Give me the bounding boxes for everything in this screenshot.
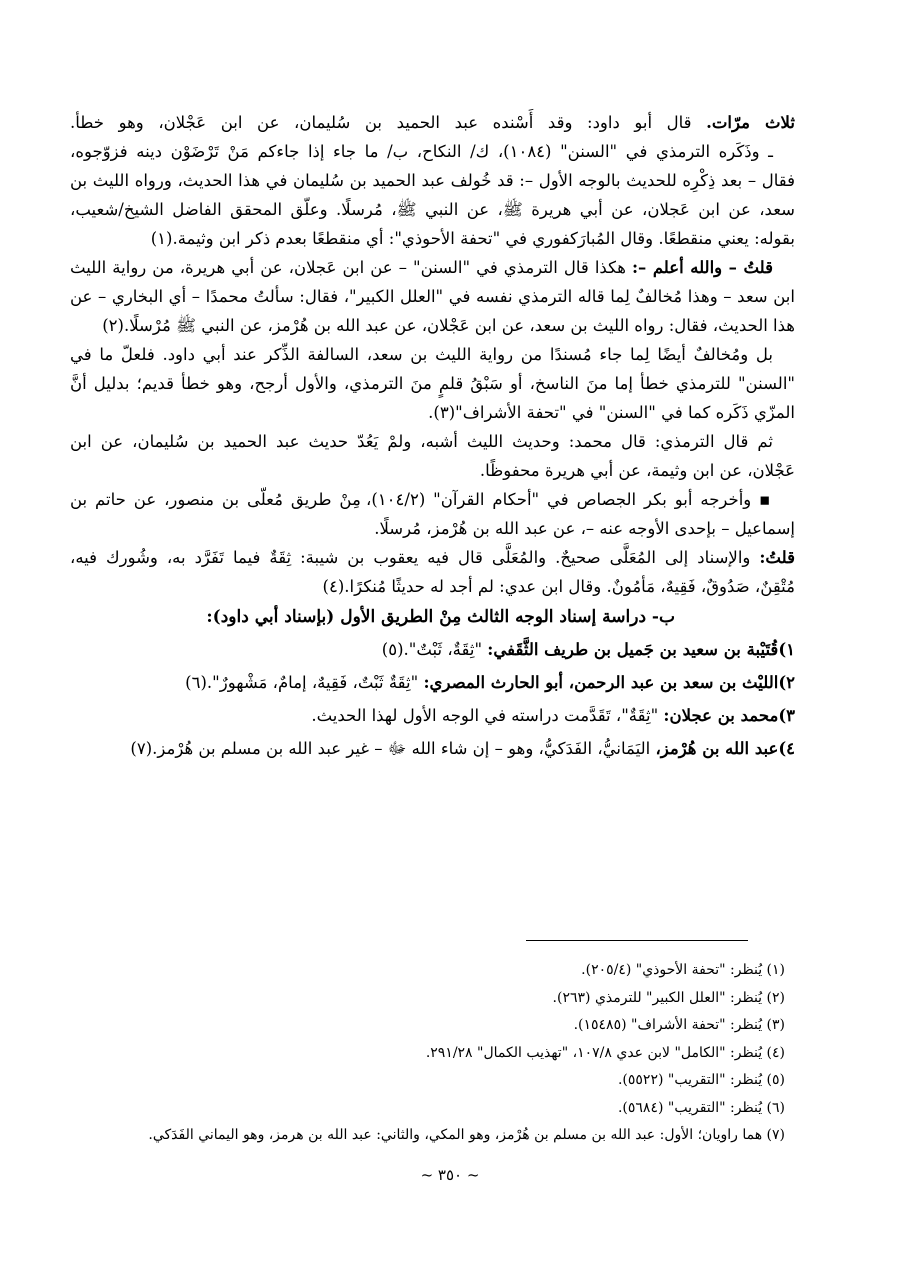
paragraph-line <box>70 108 795 137</box>
paragraph-line: بل ومُخالفٌ أيضًا لِما جاء مُسندًا من رواية الليث بن سعد، السالفة الذِّكر عند أبي داود. فلعلّ ما في <box>70 345 773 364</box>
paragraph-line <box>70 253 795 282</box>
page-number: ~ ٣٥٠ ~ <box>420 1166 480 1184</box>
item-number: ١) <box>778 640 795 659</box>
paragraph-line <box>70 543 795 572</box>
paragraph-line: مُتْقِنٌ، صَدُوقٌ، فَقِيهٌ، مَأمُونٌ. وقال ابن عدي: لم أجد له حديثًا مُنكرًا.(٤) <box>322 577 795 596</box>
page-body <box>70 108 795 765</box>
bold-phrase: قلتُ: <box>759 548 795 567</box>
paragraph-line: سعد، عن ابن عَجلان، عن أبي هريرة ﷺ، عن النبي ﷺ، مُرسلًا. وعلّق المحقق الفاضل الشيخ/شعيب، <box>70 200 795 219</box>
item-number: ٣) <box>778 706 795 725</box>
section-heading: ب- دراسة إسناد الوجه الثالث مِنْ الطريق الأول (بإسناد أبي داود): <box>206 607 675 627</box>
narrator-name: قُتَيْبة بن سعيد بن جَميل بن طريف الثَّقَفي: <box>487 640 779 659</box>
item-number: ٤) <box>778 739 795 758</box>
footnotes <box>148 957 785 1150</box>
paragraph-line: ـ وذَكَره الترمذي في "السنن" (١٠٨٤)، ك/ النكاح، ب/ ما جاء إذا جاءكم مَنْ تَرْضَوْن دينه فزوّجوه، <box>70 142 773 161</box>
list-item <box>70 732 795 765</box>
item-number: ٢) <box>778 673 795 692</box>
paragraph-line: هذا الحديث، فقال: رواه الليث بن سعد، عن ابن عَجْلان، عن عبد الله بن هُرْمز، عن النبي ﷺ مُرْسلًا.(٢) <box>102 316 795 335</box>
item-text: "ثِقَةٌ"، تَقَدَّمت دراسته في الوجه الأول لهذا الحديث. <box>311 706 664 725</box>
paragraph-line: عَجْلان، عن ابن وثيمة، عن أبي هريرة محفوظًا. <box>479 461 795 480</box>
footnote: (٥) يُنظر: "التقريب" (٥٥٢٢). <box>617 1072 785 1088</box>
footnote: (٣) يُنظر: "تحفة الأشراف" (١٥٤٨٥). <box>573 1017 785 1033</box>
list-item <box>70 699 795 732</box>
item-text: "ثِقَةٌ، ثَبْتٌ".(٥) <box>381 640 488 659</box>
footnote: (٧) هما راويان؛ الأول: عبد الله بن مسلم بن هُرْمز، وهو المكي، والثاني: عبد الله بن هرمز، وهو اليماني الفَدَكي. <box>148 1127 785 1143</box>
paragraph-line: إسماعيل – بإحدى الأوجه عنه –، عن عبد الله بن هُرْمز، مُرسلًا. <box>374 519 795 538</box>
footnote: (١) يُنظر: "تحفة الأحوذي" (٢٠٥/٤). <box>581 962 785 978</box>
footnote-separator <box>526 940 748 941</box>
footnote: (٤) يُنظر: "الكامل" لابن عدي ١٠٧/٨، "تهذيب الكمال" ٢٩١/٢٨. <box>425 1044 785 1061</box>
paragraph-line: ابن سعد – وهذا مُخالفٌ لِما قاله الترمذي نفسه في "العلل الكبير"، فقال: سألتُ محمدًا – أي البخاري – عن <box>70 287 795 306</box>
paragraph-line: ▪ وأخرجه أبو بكر الجصاص في "أحكام القرآن" (١٠٤/٢)، مِنْ طريق مُعلّى بن منصور، عن حاتم بن <box>70 490 773 509</box>
paragraph-line: ثم قال الترمذي: قال محمد: وحديث الليث أشبه، ولمْ يَعُدّ حديث عبد الحميد بن سُليمان، عن ابن <box>70 432 773 451</box>
item-text: "ثِقَةٌ ثَبْتٌ، فَقِيهٌ، إمامٌ، مَشْهورٌ".(٦) <box>185 673 424 692</box>
text-run: والإسناد إلى المُعَلَّى صحيحٌ. والمُعَلَّى قال فيه يعقوب بن شيبة: ثِقَةٌ فيما تَفَرَّد به، وشُورك فيه، <box>70 548 760 567</box>
text-run: قال أبو داود: وقد أَسْنده عبد الحميد بن سُليمان، عن ابن عَجْلان، وهو خطأ. <box>70 113 707 132</box>
paragraph-line: بقوله: يعني منقطعًا. وقال المُبارَكفوري في "تحفة الأحوذي": أي منقطعًا بعدم ذكر ابن وثيمة.(١) <box>150 229 795 248</box>
bold-phrase: ثلاث مرّات. <box>706 113 795 132</box>
text-run: هكذا قال الترمذي في "السنن" – عن ابن عَجلان، عن أبي هريرة، من رواية الليث <box>70 258 632 277</box>
footnote: (٦) يُنظر: "التقريب" (٥٦٨٤). <box>617 1099 785 1116</box>
list-item <box>70 633 795 666</box>
footnote: (٢) يُنظر: "العلل الكبير" للترمذي (٢٦٣). <box>552 989 785 1006</box>
narrator-name: عبد الله بن هُرْمز، <box>655 739 779 758</box>
bold-phrase: قلتُ – والله أعلم –: <box>631 258 773 277</box>
item-text: اليَمَانيُّ، الفَدَكيُّ، وهو – إن شاء الله ﷻ – غير عبد الله بن مسلم بن هُرْمز.(٧) <box>130 739 656 758</box>
paragraph-line: المزّي ذَكَره كما في "السنن" في "تحفة الأشراف"(٣). <box>428 403 795 422</box>
paragraph-line: "السنن" للترمذي خطأ إما منَ الناسخ، أو سَبْقُ قلمٍ منَ الترمذي، والأول أرجح، وهو خطأ قديم؛ بدليل أنَّ <box>70 374 795 393</box>
paragraph-line: فقال – بعد ذِكْرِه للحديث بالوجه الأول –: قد خُولف عبد الحميد بن سُليمان في هذا الحديث، ورواه الليث بن <box>70 171 795 190</box>
narrator-name: الليْث بن سعد بن عبد الرحمن، أبو الحارث المصري: <box>423 673 779 692</box>
narrator-name: محمد بن عجلان: <box>663 706 779 725</box>
list-item <box>70 666 795 699</box>
